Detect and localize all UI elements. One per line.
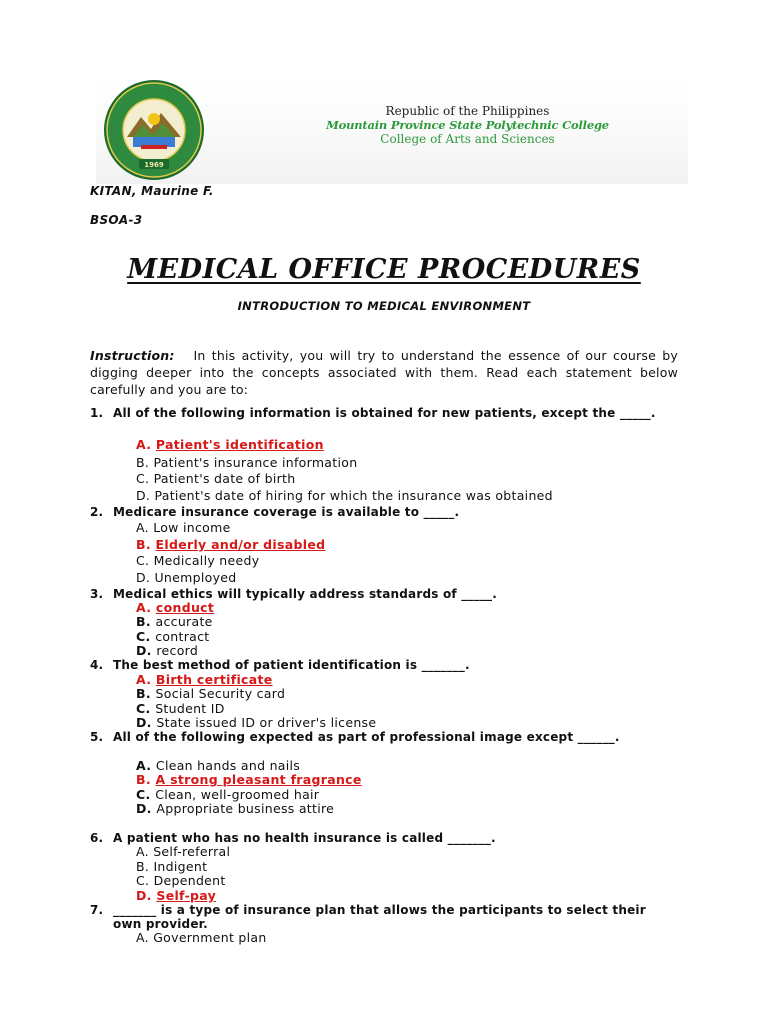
- answer-choice: [136, 874, 226, 888]
- option-text: Medically needy: [153, 553, 260, 568]
- option-text: Patient's date of birth: [153, 471, 296, 486]
- option-text: A strong pleasant fragrance: [155, 772, 362, 787]
- option-letter: C.: [136, 553, 154, 568]
- option-text: Government plan: [153, 930, 267, 945]
- option-text: conduct: [155, 600, 215, 615]
- answer-choice: [136, 702, 225, 716]
- option-letter: A.: [136, 930, 154, 945]
- option-text: Appropriate business attire: [156, 801, 335, 816]
- option-text: State issued ID or driver's license: [156, 715, 377, 730]
- option-letter: B.: [136, 686, 156, 701]
- answer-choice: [136, 472, 295, 486]
- option-letter: C.: [136, 471, 154, 486]
- answer-option: [136, 889, 216, 903]
- instruction-paragraph: [90, 347, 678, 398]
- page-subtitle: INTRODUCTION TO MEDICAL ENVIRONMENT: [237, 299, 531, 313]
- option-letter: A.: [136, 758, 156, 773]
- question-number: 6.: [90, 831, 104, 845]
- option-letter: C.: [136, 787, 156, 802]
- header-college-unit: College of Arts and Sciences: [380, 132, 555, 146]
- answer-choice: [136, 644, 198, 658]
- instruction-label: Instruction:: [90, 348, 175, 363]
- option-text: Patient's insurance information: [153, 455, 358, 470]
- answer-choice: [136, 759, 300, 773]
- question-text: All of the following information is obtained for new patients, except the _____.: [113, 406, 656, 420]
- option-letter: D.: [136, 643, 157, 658]
- option-letter: D.: [136, 801, 157, 816]
- answer-option: [136, 773, 362, 787]
- option-letter: D.: [136, 570, 155, 585]
- question-number: 1.: [90, 406, 104, 420]
- question-text: A patient who has no health insurance is called _______.: [113, 831, 496, 845]
- option-text: Birth certificate: [155, 672, 273, 687]
- answer-choice: [136, 802, 334, 816]
- option-text: record: [156, 643, 199, 658]
- answer-choice: [136, 687, 285, 701]
- option-text: Unemployed: [154, 570, 237, 585]
- student-section: BSOA-3: [90, 213, 143, 227]
- question-text: All of the following expected as part of professional image except ______.: [113, 730, 620, 744]
- option-text: Patient's identification: [155, 437, 324, 452]
- question-number: 3.: [90, 587, 104, 601]
- option-text: Low income: [153, 520, 231, 535]
- option-letter: C.: [136, 873, 154, 888]
- option-text: accurate: [155, 614, 213, 629]
- college-seal-logo: [103, 79, 205, 181]
- option-letter: D.: [136, 488, 155, 503]
- student-name: KITAN, Maurine F.: [90, 184, 214, 198]
- header-college-name: Mountain Province State Polytechnic College: [326, 118, 609, 132]
- option-letter: B.: [136, 537, 156, 552]
- question-text: Medicare insurance coverage is available to _____.: [113, 505, 460, 519]
- option-letter: C.: [136, 629, 156, 644]
- option-text: Self-pay: [156, 888, 217, 903]
- answer-choice: [136, 788, 319, 802]
- answer-choice: [136, 571, 237, 585]
- answer-option: [136, 438, 324, 452]
- answer-choice: [136, 845, 230, 859]
- question-number: 7.: [90, 903, 104, 917]
- option-letter: C.: [136, 701, 156, 716]
- question-number: 4.: [90, 658, 104, 672]
- option-text: Self-referral: [153, 844, 231, 859]
- option-letter: A.: [136, 600, 156, 615]
- answer-option: [136, 538, 325, 552]
- option-letter: A.: [136, 672, 156, 687]
- header-republic: Republic of the Philippines: [385, 104, 550, 118]
- logo-year: 1969: [144, 161, 164, 169]
- option-letter: A.: [136, 844, 154, 859]
- answer-option: [136, 673, 273, 687]
- option-letter: B.: [136, 859, 154, 874]
- option-text: Indigent: [153, 859, 208, 874]
- answer-choice: [136, 489, 553, 503]
- question-number: 5.: [90, 730, 104, 744]
- option-letter: D.: [136, 888, 157, 903]
- option-text: Clean, well-groomed hair: [155, 787, 320, 802]
- option-text: Social Security card: [155, 686, 286, 701]
- option-letter: D.: [136, 715, 157, 730]
- option-letter: A.: [136, 520, 154, 535]
- page-title: MEDICAL OFFICE PROCEDURES: [127, 254, 641, 285]
- instruction-text: In this activity, you will try to understand the essence of our course by digging deeper into the concepts associated with them. Read each statement below carefully and you are to:: [90, 348, 678, 397]
- option-letter: B.: [136, 614, 156, 629]
- answer-choice: [136, 931, 267, 945]
- option-text: contract: [155, 629, 210, 644]
- option-letter: A.: [136, 437, 156, 452]
- option-text: Clean hands and nails: [155, 758, 301, 773]
- answer-choice: [136, 554, 259, 568]
- question-text: Medical ethics will typically address standards of _____.: [113, 587, 497, 601]
- letterhead-text: [300, 104, 635, 146]
- question-number: 2.: [90, 505, 104, 519]
- question-text: The best method of patient identification is _______.: [113, 658, 470, 672]
- question-text: _______ is a type of insurance plan that allows the participants to select their own provider.: [113, 903, 646, 931]
- option-text: Dependent: [153, 873, 226, 888]
- option-letter: B.: [136, 772, 156, 787]
- option-letter: B.: [136, 455, 154, 470]
- option-text: Elderly and/or disabled: [155, 537, 326, 552]
- option-text: Patient's date of hiring for which the insurance was obtained: [154, 488, 553, 503]
- option-text: Student ID: [155, 701, 225, 716]
- answer-choice: [136, 456, 357, 470]
- answer-choice: [136, 716, 376, 730]
- answer-choice: [136, 615, 213, 629]
- answer-choice: [136, 630, 210, 644]
- answer-choice: [136, 860, 207, 874]
- answer-option: [136, 601, 214, 615]
- answer-choice: [136, 521, 231, 535]
